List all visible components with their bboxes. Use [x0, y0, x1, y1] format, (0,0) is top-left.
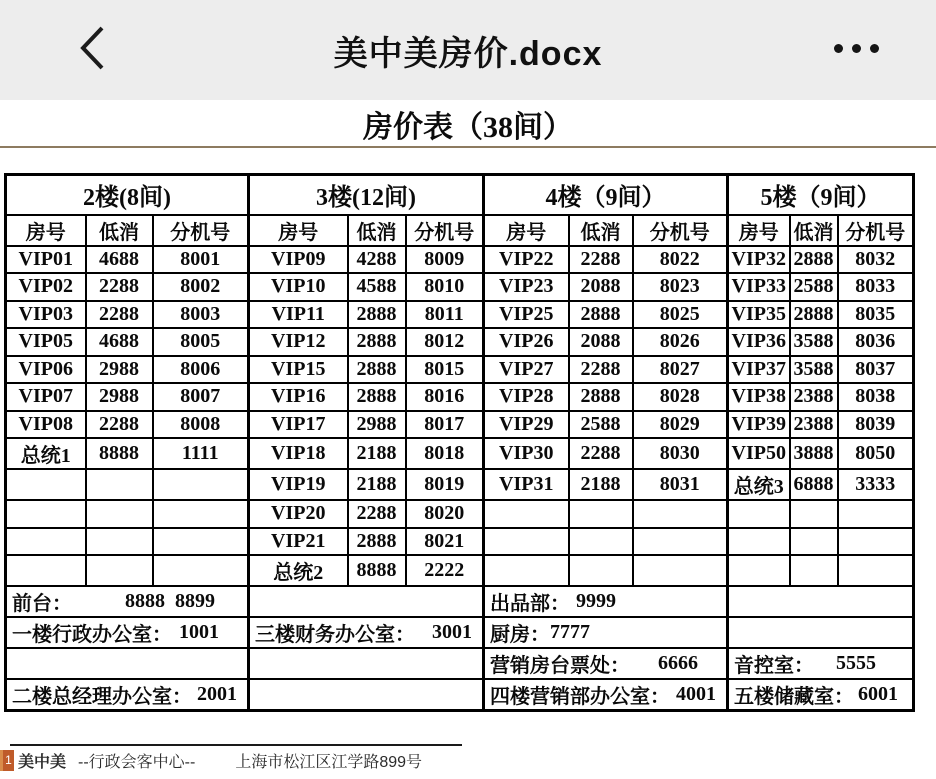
empty-cell — [153, 528, 249, 556]
table-cell: 2988 — [86, 356, 153, 384]
table-cell: 6888 — [790, 469, 838, 500]
table-cell: 8017 — [406, 411, 484, 439]
empty-cell — [790, 555, 838, 586]
extension-number: 1001 — [179, 621, 219, 643]
empty-cell — [249, 648, 484, 679]
extension-number: 3001 — [432, 621, 472, 643]
office-label: 三楼财务办公室： — [255, 624, 415, 646]
extension-number: 6666 — [658, 652, 698, 674]
ellipsis-icon — [834, 44, 843, 53]
empty-cell — [633, 528, 728, 556]
table-cell: 8003 — [153, 301, 249, 329]
table-cell: 2888 — [348, 528, 406, 556]
empty-cell — [6, 648, 249, 679]
table-cell: VIP33 — [728, 273, 790, 301]
empty-cell — [728, 555, 790, 586]
table-cell: 总统1 — [6, 438, 86, 469]
extension-number: 9999 — [576, 590, 616, 612]
table-cell: VIP50 — [728, 438, 790, 469]
table-cell: VIP09 — [249, 246, 348, 274]
table-cell: 2288 — [569, 438, 633, 469]
empty-cell — [86, 528, 153, 556]
table-cell: VIP35 — [728, 301, 790, 329]
table-cell: 8001 — [153, 246, 249, 274]
office-label: 营销房台票处： — [490, 655, 630, 677]
page-title: 房价表（38间） — [363, 111, 573, 144]
table-cell: 3333 — [838, 469, 914, 500]
table-cell: VIP08 — [6, 411, 86, 439]
table-cell: 2188 — [348, 438, 406, 469]
column-header: 分机号 — [406, 215, 484, 246]
empty-cell — [153, 469, 249, 500]
office-label: 前台： — [12, 593, 72, 615]
table-cell: 2888 — [790, 301, 838, 329]
table-cell: 1111 — [153, 438, 249, 469]
empty-cell — [6, 500, 86, 528]
table-cell: 8011 — [406, 301, 484, 329]
table-cell: 8039 — [838, 411, 914, 439]
empty-cell — [569, 500, 633, 528]
column-header: 房号 — [6, 215, 86, 246]
table-cell: 2888 — [348, 301, 406, 329]
empty-cell — [838, 500, 914, 528]
floor-group-header: 2楼(8间) — [6, 175, 249, 215]
table-cell: 2888 — [569, 301, 633, 329]
office-extension-cell — [249, 617, 484, 648]
office-label: 厨房： — [490, 624, 550, 646]
empty-cell — [484, 528, 569, 556]
empty-cell — [728, 617, 914, 648]
table-cell: 4688 — [86, 328, 153, 356]
table-cell: 8027 — [633, 356, 728, 384]
document-page — [0, 100, 936, 779]
table-cell: 4688 — [86, 246, 153, 274]
table-cell: VIP01 — [6, 246, 86, 274]
office-extension-cell — [728, 679, 914, 711]
extension-number: 6001 — [858, 683, 898, 705]
footnote-department: --行政会客中心-- — [78, 753, 196, 771]
table-cell: 2888 — [348, 356, 406, 384]
empty-cell — [484, 555, 569, 586]
office-extension-cell — [728, 648, 914, 679]
table-cell: 4288 — [348, 246, 406, 274]
table-cell: 2288 — [86, 301, 153, 329]
empty-cell — [249, 679, 484, 711]
table-cell: 2188 — [569, 469, 633, 500]
table-cell: VIP05 — [6, 328, 86, 356]
table-cell: VIP26 — [484, 328, 569, 356]
floor-group-header: 5楼（9间） — [728, 175, 914, 215]
title-underline — [0, 146, 936, 148]
table-cell: VIP12 — [249, 328, 348, 356]
empty-cell — [86, 500, 153, 528]
table-cell: VIP20 — [249, 500, 348, 528]
office-extension-cell — [484, 617, 728, 648]
table-cell: VIP28 — [484, 383, 569, 411]
table-cell: VIP32 — [728, 246, 790, 274]
table-cell: VIP21 — [249, 528, 348, 556]
table-cell: 8007 — [153, 383, 249, 411]
table-cell: 2188 — [348, 469, 406, 500]
table-cell: 8016 — [406, 383, 484, 411]
office-label: 四楼营销部办公室： — [490, 686, 670, 708]
empty-cell — [6, 528, 86, 556]
office-extension-cell — [484, 648, 728, 679]
table-cell: VIP37 — [728, 356, 790, 384]
ellipsis-icon — [852, 44, 861, 53]
footnote-address: 上海市松江区江学路899号 — [235, 753, 423, 771]
office-extension-cell — [6, 679, 249, 711]
table-cell: VIP06 — [6, 356, 86, 384]
more-options-button[interactable] — [824, 28, 888, 68]
table-cell: VIP11 — [249, 301, 348, 329]
empty-cell — [6, 555, 86, 586]
table-cell: 8020 — [406, 500, 484, 528]
office-label: 出品部： — [490, 593, 570, 615]
table-cell: VIP17 — [249, 411, 348, 439]
empty-cell — [249, 586, 484, 617]
table-cell: 2888 — [348, 383, 406, 411]
table-cell: 8031 — [633, 469, 728, 500]
office-extension-cell — [6, 586, 249, 617]
footnote — [0, 748, 936, 772]
table-cell: VIP30 — [484, 438, 569, 469]
empty-cell — [838, 555, 914, 586]
table-cell: 2288 — [86, 411, 153, 439]
footnote-company: 美中美 — [18, 753, 67, 771]
table-cell: 8008 — [153, 411, 249, 439]
column-header: 分机号 — [633, 215, 728, 246]
table-cell: 2288 — [569, 356, 633, 384]
table-cell: 8010 — [406, 273, 484, 301]
table-cell: 8005 — [153, 328, 249, 356]
office-label: 音控室： — [734, 655, 814, 677]
table-cell: VIP29 — [484, 411, 569, 439]
empty-cell — [790, 500, 838, 528]
table-cell: 2988 — [348, 411, 406, 439]
floor-group-header: 4楼（9间） — [484, 175, 728, 215]
office-label: 一楼行政办公室： — [12, 624, 172, 646]
office-extension-cell — [484, 679, 728, 711]
office-extension-cell — [6, 617, 249, 648]
empty-cell — [569, 528, 633, 556]
table-cell: VIP36 — [728, 328, 790, 356]
empty-cell — [728, 528, 790, 556]
table-cell: 8018 — [406, 438, 484, 469]
extension-number: 4001 — [676, 683, 716, 705]
table-cell: 4588 — [348, 273, 406, 301]
price-table — [4, 173, 915, 712]
table-cell: 3588 — [790, 356, 838, 384]
table-cell: VIP15 — [249, 356, 348, 384]
table-cell: 8038 — [838, 383, 914, 411]
empty-cell — [484, 500, 569, 528]
table-cell: 2988 — [86, 383, 153, 411]
ellipsis-icon — [870, 44, 879, 53]
table-cell: VIP38 — [728, 383, 790, 411]
table-cell: VIP25 — [484, 301, 569, 329]
table-cell: 8002 — [153, 273, 249, 301]
table-cell: VIP31 — [484, 469, 569, 500]
table-cell: VIP39 — [728, 411, 790, 439]
table-cell: 2088 — [569, 328, 633, 356]
column-header: 低消 — [86, 215, 153, 246]
office-label: 五楼储藏室： — [734, 686, 854, 708]
table-cell: VIP02 — [6, 273, 86, 301]
table-cell: 8023 — [633, 273, 728, 301]
column-header: 房号 — [484, 215, 569, 246]
table-cell: VIP19 — [249, 469, 348, 500]
table-cell: 8037 — [838, 356, 914, 384]
column-header: 低消 — [790, 215, 838, 246]
table-cell: 3888 — [790, 438, 838, 469]
table-cell: 2388 — [790, 383, 838, 411]
table-cell: 2588 — [569, 411, 633, 439]
document-filename: 美中美房价.docx — [333, 34, 603, 73]
column-header: 低消 — [348, 215, 406, 246]
table-cell: 8888 — [348, 555, 406, 586]
table-cell: 8029 — [633, 411, 728, 439]
footnote-marker-icon: 1 — [0, 750, 14, 771]
table-cell: 2888 — [348, 328, 406, 356]
table-cell: 8050 — [838, 438, 914, 469]
empty-cell — [6, 469, 86, 500]
table-cell: 2888 — [790, 246, 838, 274]
table-cell: VIP10 — [249, 273, 348, 301]
empty-cell — [153, 500, 249, 528]
table-cell: VIP27 — [484, 356, 569, 384]
empty-cell — [153, 555, 249, 586]
table-cell: 总统3 — [728, 469, 790, 500]
table-cell: 8025 — [633, 301, 728, 329]
table-cell: 8012 — [406, 328, 484, 356]
table-cell: 8022 — [633, 246, 728, 274]
table-cell: 8032 — [838, 246, 914, 274]
table-cell: VIP23 — [484, 273, 569, 301]
table-cell: 3588 — [790, 328, 838, 356]
app-bar — [0, 0, 936, 100]
empty-cell — [569, 555, 633, 586]
column-header: 低消 — [569, 215, 633, 246]
table-cell: VIP03 — [6, 301, 86, 329]
table-cell: 8888 — [86, 438, 153, 469]
extension-number: 8888 8899 — [125, 590, 215, 612]
table-cell: 2888 — [569, 383, 633, 411]
column-header: 分机号 — [153, 215, 249, 246]
table-cell: 8036 — [838, 328, 914, 356]
empty-cell — [728, 500, 790, 528]
empty-cell — [838, 528, 914, 556]
empty-cell — [86, 555, 153, 586]
extension-number: 2001 — [197, 683, 237, 705]
table-cell: 8033 — [838, 273, 914, 301]
extension-number: 7777 — [550, 621, 590, 643]
table-cell: VIP07 — [6, 383, 86, 411]
empty-cell — [728, 586, 914, 617]
table-cell: 2588 — [790, 273, 838, 301]
footnote-divider — [10, 744, 462, 746]
table-cell: 2222 — [406, 555, 484, 586]
table-cell: 8026 — [633, 328, 728, 356]
column-header: 房号 — [728, 215, 790, 246]
table-cell: 2288 — [86, 273, 153, 301]
table-cell: 8021 — [406, 528, 484, 556]
table-cell: 2088 — [569, 273, 633, 301]
table-cell: 2288 — [569, 246, 633, 274]
table-cell: 8006 — [153, 356, 249, 384]
empty-cell — [633, 500, 728, 528]
table-cell: 8030 — [633, 438, 728, 469]
empty-cell — [633, 555, 728, 586]
table-cell: VIP16 — [249, 383, 348, 411]
floor-group-header: 3楼(12间) — [249, 175, 484, 215]
column-header: 分机号 — [838, 215, 914, 246]
table-cell: 8028 — [633, 383, 728, 411]
table-cell: 2388 — [790, 411, 838, 439]
table-cell: VIP22 — [484, 246, 569, 274]
table-cell: 8015 — [406, 356, 484, 384]
empty-cell — [86, 469, 153, 500]
table-cell: 8009 — [406, 246, 484, 274]
extension-number: 5555 — [836, 652, 876, 674]
table-cell: 8019 — [406, 469, 484, 500]
table-cell: 总统2 — [249, 555, 348, 586]
column-header: 房号 — [249, 215, 348, 246]
empty-cell — [790, 528, 838, 556]
table-cell: VIP18 — [249, 438, 348, 469]
table-cell: 8035 — [838, 301, 914, 329]
office-label: 二楼总经理办公室： — [12, 686, 192, 708]
office-extension-cell — [484, 586, 728, 617]
table-cell: 2288 — [348, 500, 406, 528]
